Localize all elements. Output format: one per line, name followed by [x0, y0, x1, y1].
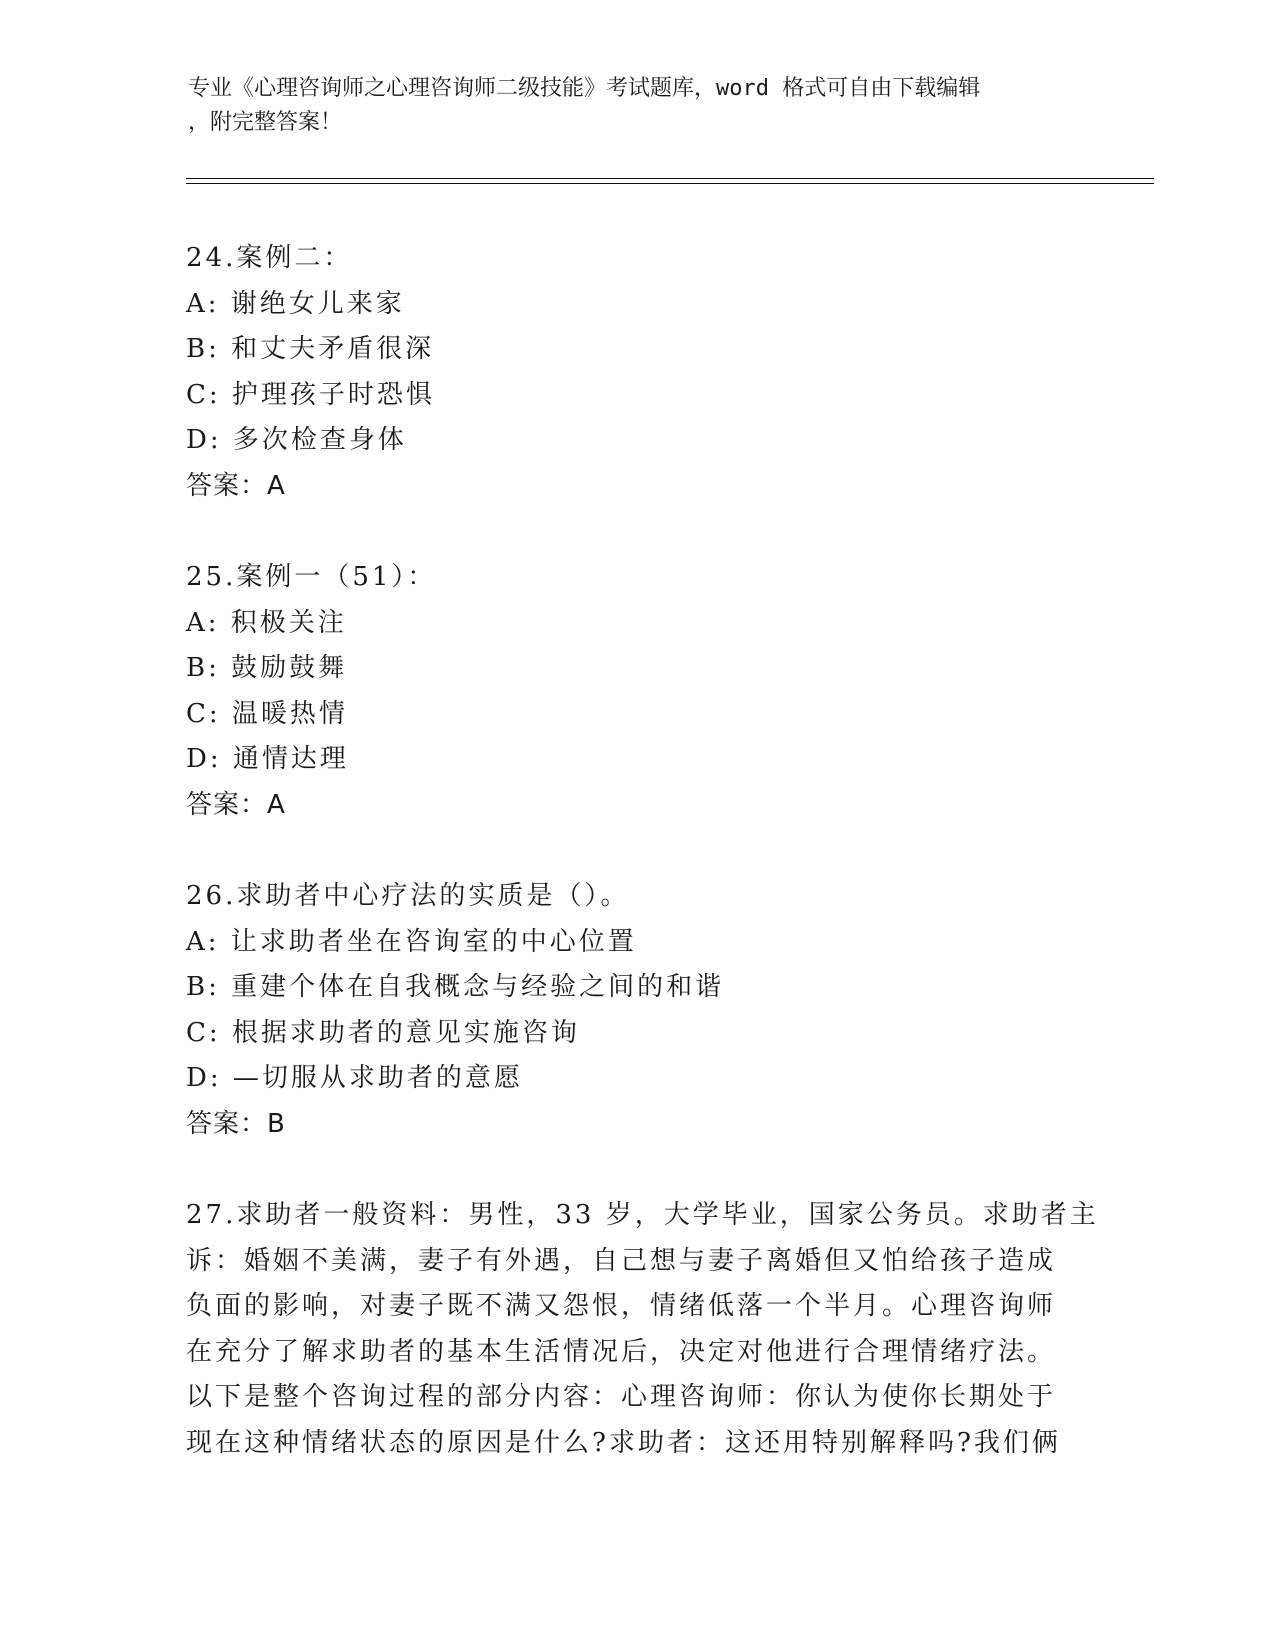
question-25: [186, 555, 1086, 828]
option-d: D: 多次检查身体: [186, 425, 407, 455]
option-c: C: 根据求助者的意见实施咨询: [186, 1017, 580, 1048]
option-a: A: 谢绝女儿来家: [186, 288, 405, 319]
question-27-line: 以下是整个咨询过程的部分内容：心理咨询师：你认为使你长期处于: [186, 1382, 1057, 1412]
question-27-line: 27.求助者一般资料：男性，33 岁，大学毕业，国家公务员。求助者主: [186, 1200, 1099, 1230]
option-a: A: 积极关注: [186, 607, 347, 638]
option-c: C: 护理孩子时恐惧: [186, 379, 435, 410]
answer-label: 答案：A: [186, 470, 286, 501]
option-d: D: 通情达理: [186, 744, 349, 774]
option-b: B: 重建个体在自我概念与经验之间的和谐: [186, 972, 725, 1002]
header-line-1: 专业《心理咨询师之心理咨询师二级技能》考试题库，word 格式可自由下载编辑: [188, 76, 981, 101]
question-list: [186, 236, 1099, 1512]
option-d: D: —切服从求助者的意愿: [186, 1063, 523, 1093]
question-stem: 26.求助者中心疗法的实质是（）。: [186, 881, 630, 911]
question-stem: 24.案例二：: [186, 243, 353, 273]
header-line-2: ，附完整答案！: [188, 110, 343, 135]
question-27: [186, 1193, 1099, 1466]
question-27-line: 现在这种情绪状态的原因是什么?求助者：这还用特别解释吗?我们俩: [186, 1427, 1061, 1458]
header-rule-bottom: [186, 183, 1154, 184]
option-c: C: 温暖热情: [186, 698, 348, 729]
option-a: A: 让求助者坐在咨询室的中心位置: [186, 926, 637, 957]
question-26: [186, 874, 1086, 1147]
answer-label: 答案：A: [186, 789, 286, 820]
question-27-line: 诉：婚姻不美满，妻子有外遇，自己想与妻子离婚但又怕给孩子造成: [186, 1245, 1057, 1276]
question-24: [186, 236, 1086, 509]
question-27-line: 在充分了解求助者的基本生活情况后，决定对他进行合理情绪疗法。: [186, 1336, 1057, 1367]
question-27-line: 负面的影响，对妻子既不满又怨恨，情绪低落一个半月。心理咨询师: [186, 1291, 1057, 1321]
option-b: B: 和丈夫矛盾很深: [186, 334, 435, 364]
header-rule-top: [186, 178, 1154, 179]
document-header: [188, 72, 1088, 140]
answer-label: 答案：B: [186, 1108, 286, 1139]
question-stem: 25.案例一（51）：: [186, 562, 437, 592]
option-b: B: 鼓励鼓舞: [186, 653, 348, 683]
